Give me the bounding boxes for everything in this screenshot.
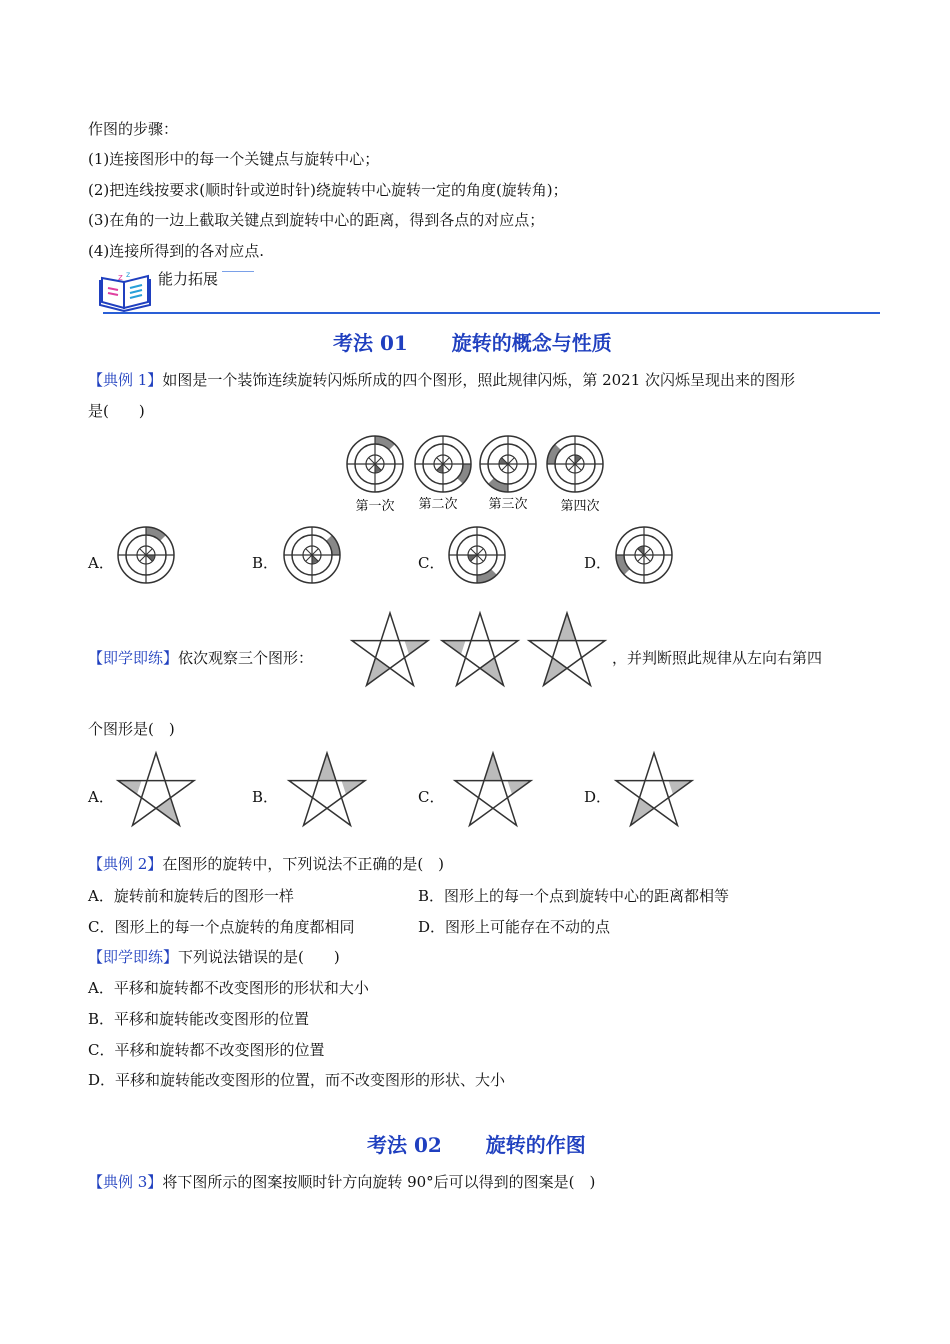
- example3-tag: 【典例 3】: [88, 1173, 163, 1191]
- example1-option-c-label: C．: [418, 554, 445, 572]
- example1-option-b-label: B．: [252, 554, 279, 572]
- section2-title: 旋转的作图: [485, 1133, 586, 1157]
- practice1-options-figure: [110, 748, 700, 836]
- wheel-3: [480, 436, 536, 492]
- practice1-text2: ，并判断照此规律从左向右第四: [612, 649, 823, 667]
- star-1: [352, 613, 428, 685]
- wheel-2: [415, 436, 471, 492]
- steps-title: 作图的步骤：: [88, 120, 179, 138]
- example2-option-a: A．旋转前和旋转后的图形一样: [88, 887, 294, 905]
- wheel-4: [547, 436, 603, 492]
- example1-option-d-label: D．: [584, 554, 612, 572]
- option-a-wheel: [118, 527, 174, 583]
- practice1-option-a-label: A．: [88, 788, 114, 806]
- example1-line1: [88, 369, 795, 390]
- practice2-option-b: B．平移和旋转能改变图形的位置: [88, 1010, 310, 1028]
- wheel-1: [347, 436, 403, 492]
- step-1: (1)连接图形中的每一个关键点与旋转中心；: [88, 150, 380, 168]
- example2-option-d: D．图形上可能存在不动的点: [418, 918, 611, 936]
- example2-tag: 【典例 2】: [88, 855, 163, 873]
- header-label: 能力拓展: [158, 270, 219, 288]
- option-a-star: [118, 753, 194, 825]
- example2-option-b: B．图形上的每一个点到旋转中心的距离都相等: [418, 887, 730, 905]
- practice1-line1: [88, 647, 313, 668]
- practice1-option-b-label: B．: [252, 788, 279, 806]
- header-rule: [103, 312, 880, 314]
- practice1-text3: 个图形是( ): [88, 720, 175, 738]
- practice2-text: 下列说法错误的是( ): [178, 948, 340, 966]
- svg-text:z: z: [118, 273, 123, 283]
- header-underline: [222, 271, 254, 272]
- practice1-option-c-label: C．: [418, 788, 445, 806]
- example2-line: [88, 853, 444, 874]
- example1-text2: 是( ): [88, 402, 145, 420]
- example1-sequence-figure: [340, 428, 620, 518]
- practice2-option-a: A．平移和旋转都不改变图形的形状和大小: [88, 979, 369, 997]
- star-3: [529, 613, 605, 685]
- example3-text: 将下图所示的图案按顺时针方向旋转 90°后可以得到的图案是( ): [162, 1173, 596, 1191]
- practice2-tag: 【即学即练】: [88, 948, 179, 966]
- svg-text:z: z: [126, 270, 131, 279]
- step-2: (2)把连线按要求(顺时针或逆时针)绕旋转中心旋转一定的角度(旋转角)；: [88, 181, 568, 199]
- example1-tag: 【典例 1】: [88, 371, 163, 389]
- example1-options-figure: [110, 522, 690, 588]
- practice1-option-d-label: D．: [584, 788, 612, 806]
- practice2-option-c: C．平移和旋转都不改变图形的位置: [88, 1041, 325, 1059]
- book-icon: [98, 268, 154, 312]
- section1-heading: [333, 327, 612, 356]
- practice1-stars-figure: [345, 608, 610, 694]
- option-d-star: [616, 753, 692, 825]
- section1-num: 考法 01: [333, 331, 408, 355]
- caption-4: 第四次: [560, 499, 600, 514]
- star-2: [442, 613, 518, 685]
- example2-option-c: C．图形上的每一个点旋转的角度都相同: [88, 918, 355, 936]
- example2-text: 在图形的旋转中，下列说法不正确的是( ): [162, 855, 445, 873]
- practice2-line: [88, 946, 340, 967]
- caption-3: 第三次: [488, 497, 528, 512]
- section2-heading: [367, 1129, 586, 1158]
- practice1-tag: 【即学即练】: [88, 649, 179, 667]
- option-d-wheel: [616, 527, 672, 583]
- step-3: (3)在角的一边上截取关键点到旋转中心的距离，得到各点的对应点；: [88, 211, 545, 229]
- example3-line: [88, 1171, 595, 1192]
- example1-option-a-label: A．: [88, 554, 114, 572]
- option-c-star: [455, 753, 531, 825]
- option-b-star: [289, 753, 365, 825]
- option-b-wheel: [284, 527, 340, 583]
- practice2-option-d: D．平移和旋转能改变图形的位置，而不改变图形的形状、大小: [88, 1071, 506, 1089]
- example1-text1: 如图是一个装饰连续旋转闪烁所成的四个图形，照此规律闪烁，第 2021 次闪烁呈现出来的图形: [162, 371, 796, 389]
- section2-num: 考法 02: [367, 1133, 442, 1157]
- caption-2: 第二次: [418, 497, 458, 512]
- caption-1: 第一次: [355, 499, 395, 514]
- step-4: (4)连接所得到的各对应点.: [88, 242, 265, 260]
- option-c-wheel: [449, 527, 505, 583]
- section1-title: 旋转的概念与性质: [451, 331, 612, 355]
- practice1-text1: 依次观察三个图形：: [178, 649, 314, 667]
